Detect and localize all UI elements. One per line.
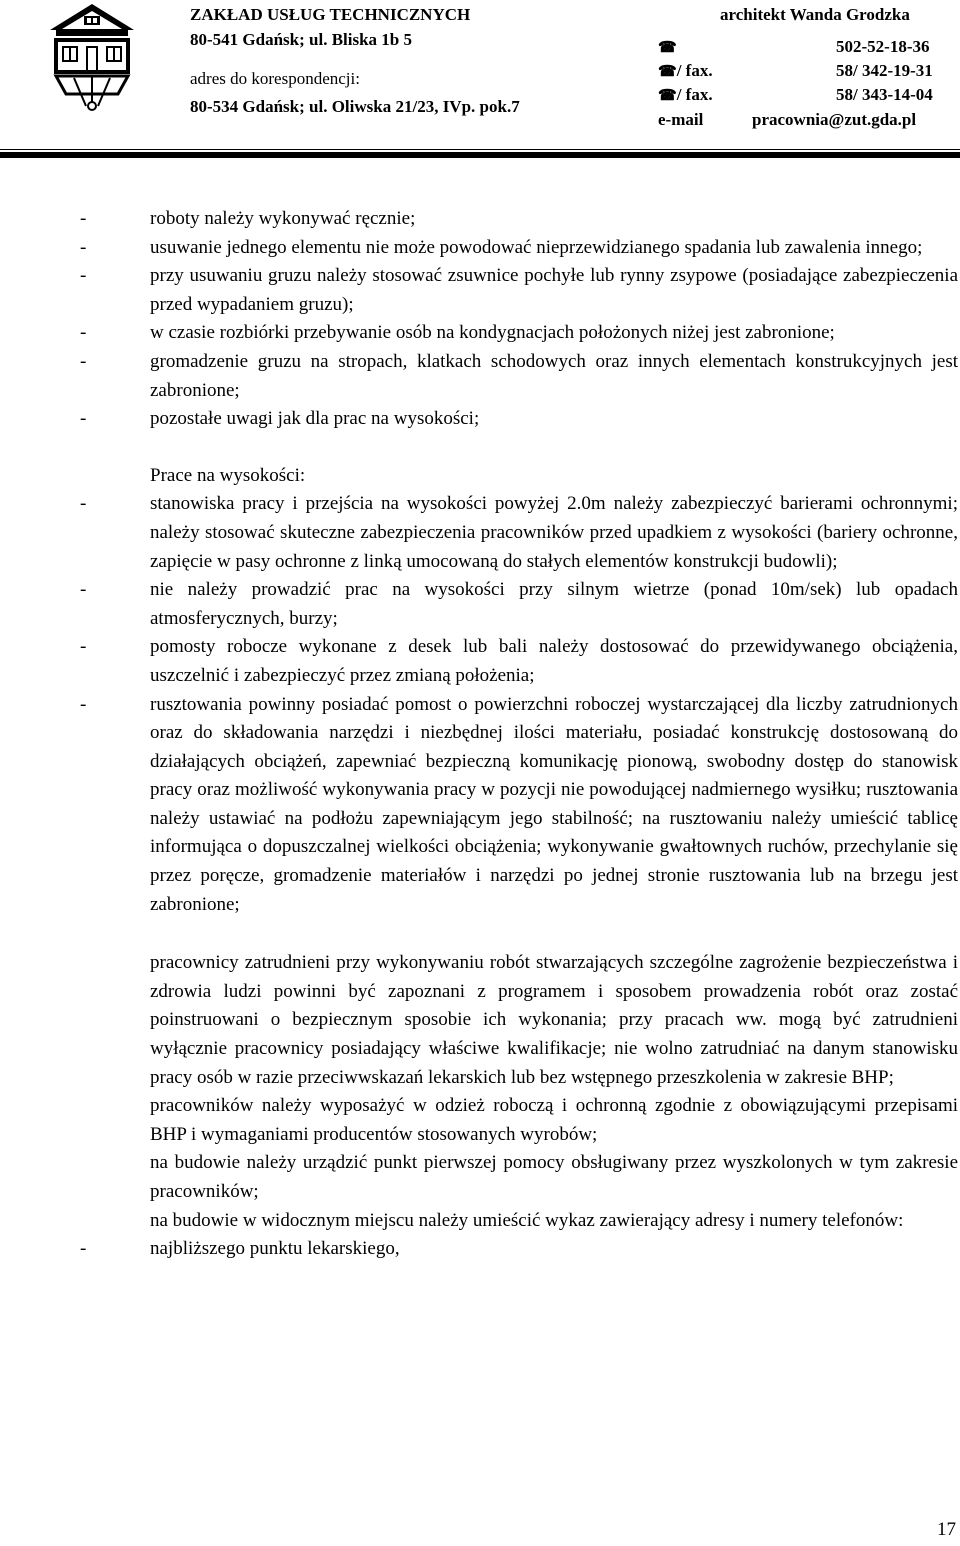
list-item: - najbliższego punktu lekarskiego, bbox=[150, 1235, 958, 1264]
correspondence-label: adres do korespondencji: bbox=[190, 69, 360, 88]
list-item: - pozostałe uwagi jak dla prac na wysokości; bbox=[150, 405, 958, 434]
spacer bbox=[0, 919, 960, 949]
page-number: 17 bbox=[937, 1519, 956, 1540]
list-item: - gromadzenie gruzu na stropach, klatkach schodowych oraz innych elementach konstrukcyjnych jest zabronione; bbox=[150, 348, 958, 405]
list-item: - rusztowania powinny posiadać pomost o powierzchni roboczej wystarczającej dla liczby zatrudnionych oraz do składowania narzędzi i niezbędnej ilości materiału, posiadać konstrukcję dostosowaną do działających obciążeń, zapewniać bezpieczną komunikację pionową, swobodny dostęp do stanowisk pracy oraz możliwość wykonywania pracy w pozycji nie powodującej nadmiernego wysiłku; rusztowania należy ustawiać na podłożu zapewniającym jego stabilność; na rusztowaniu należy umieścić tablicę informująca o dopuszczalnej wielkości obciążenia; wykonywanie gwałtownych ruchów, przechylanie się przez poręcze, gromadzenie materiałów i narzędzi po jednej stronie rusztowania lub na brzegu jest zabronione; bbox=[150, 691, 958, 920]
fax-label: / fax. bbox=[676, 85, 713, 104]
list-item: - pomosty robocze wykonane z desek lub bali należy dostosować do przewidywanego obciążenia, uszczelnić i zabezpieczyć przez zmianą położenia; bbox=[150, 633, 958, 690]
house-logo-icon bbox=[46, 2, 138, 112]
architect-name: architekt Wanda Grodzka bbox=[720, 5, 910, 24]
company-address: 80-541 Gdańsk; ul. Bliska 1b 5 bbox=[190, 30, 413, 49]
email-address[interactable]: pracownia@zut.gda.pl bbox=[752, 110, 917, 129]
list-item: - usuwanie jednego elementu nie może powodować nieprzewidzianego spadania lub zawalenia innego; bbox=[150, 234, 958, 263]
section-heading: Prace na wysokości: bbox=[150, 464, 306, 486]
list-item: - nie należy prowadzić prac na wysokości przy silnym wietrze (ponad 10m/sek) lub opadach atmosferycznych, burzy; bbox=[150, 576, 958, 633]
email-label: e-mail bbox=[658, 110, 704, 129]
header-divider-thin bbox=[0, 149, 960, 150]
fax-row-1 bbox=[658, 58, 713, 85]
telephone-icon: ☎ bbox=[658, 88, 677, 104]
fax-label: / fax. bbox=[676, 61, 713, 80]
paragraph: pracownicy zatrudnieni przy wykonywaniu robót stwarzających szczególne zagrożenie bezpieczeństwa i zdrowia ludzi powinni być zapoznani z programem i sposobem prowadzenia robót oraz zostać poinstruowani o bezpiecznym sposobie ich wykonania; przy pracach ww. mogą być zatrudnieni wyłącznie pracownicy posiadający właściwe kwalifikacje; nie wolno zatrudniać na danym stanowisku pracy osób w razie przeciwwskazań lekarskich lub bez wstępnego przeszkolenia w zakresie BHP; bbox=[150, 952, 958, 1088]
spacer bbox=[0, 434, 960, 462]
list-item: - stanowiska pracy i przejścia na wysokości powyżej 2.0m należy zabezpieczyć barierami ochronnymi; należy stosować skuteczne zabezpieczenia pracowników przed upadkiem z wysokości (bariery ochronne, zapięcie w pasy ochronne z linką umocowaną do stałych elementów konstrukcji budowli); bbox=[150, 490, 958, 576]
telephone-icon: ☎ bbox=[658, 64, 677, 80]
telephone-icon: ☎ bbox=[658, 40, 677, 56]
fax-number-1: 58/ 342-19-31 bbox=[836, 61, 933, 80]
document-body bbox=[0, 205, 960, 1264]
list-item: - w czasie rozbiórki przebywanie osób na kondygnacjach położonych niżej jest zabronione; bbox=[150, 319, 958, 348]
correspondence-address: 80-534 Gdańsk; ul. Oliwska 21/23, IVp. pok.7 bbox=[190, 97, 520, 116]
list-item: - przy usuwaniu gruzu należy stosować zsuwnice pochyłe lub rynny zsypowe (posiadające zabezpieczenia przed wypadaniem gruzu); bbox=[150, 262, 958, 319]
list-item: - roboty należy wykonywać ręcznie; bbox=[150, 205, 958, 234]
paragraph: na budowie należy urządzić punkt pierwszej pomocy obsługiwany przez wyszkolonych w tym zakresie pracowników; bbox=[150, 1152, 958, 1202]
letterhead bbox=[0, 0, 960, 160]
phone-number: 502-52-18-36 bbox=[836, 37, 930, 56]
fax-number-2: 58/ 343-14-04 bbox=[836, 85, 933, 104]
paragraph: na budowie w widocznym miejscu należy umieścić wykaz zawierający adresy i numery telefonów: bbox=[150, 1209, 904, 1231]
fax-row-2 bbox=[658, 82, 713, 109]
phone-row bbox=[658, 34, 677, 61]
header-divider bbox=[0, 152, 960, 158]
paragraph: pracowników należy wyposażyć w odzież roboczą i ochronną zgodnie z obowiązującymi przepisami BHP i wymaganiami producentów stosowanych wyrobów; bbox=[150, 1095, 958, 1145]
company-name: ZAKŁAD USŁUG TECHNICZNYCH bbox=[190, 5, 471, 24]
